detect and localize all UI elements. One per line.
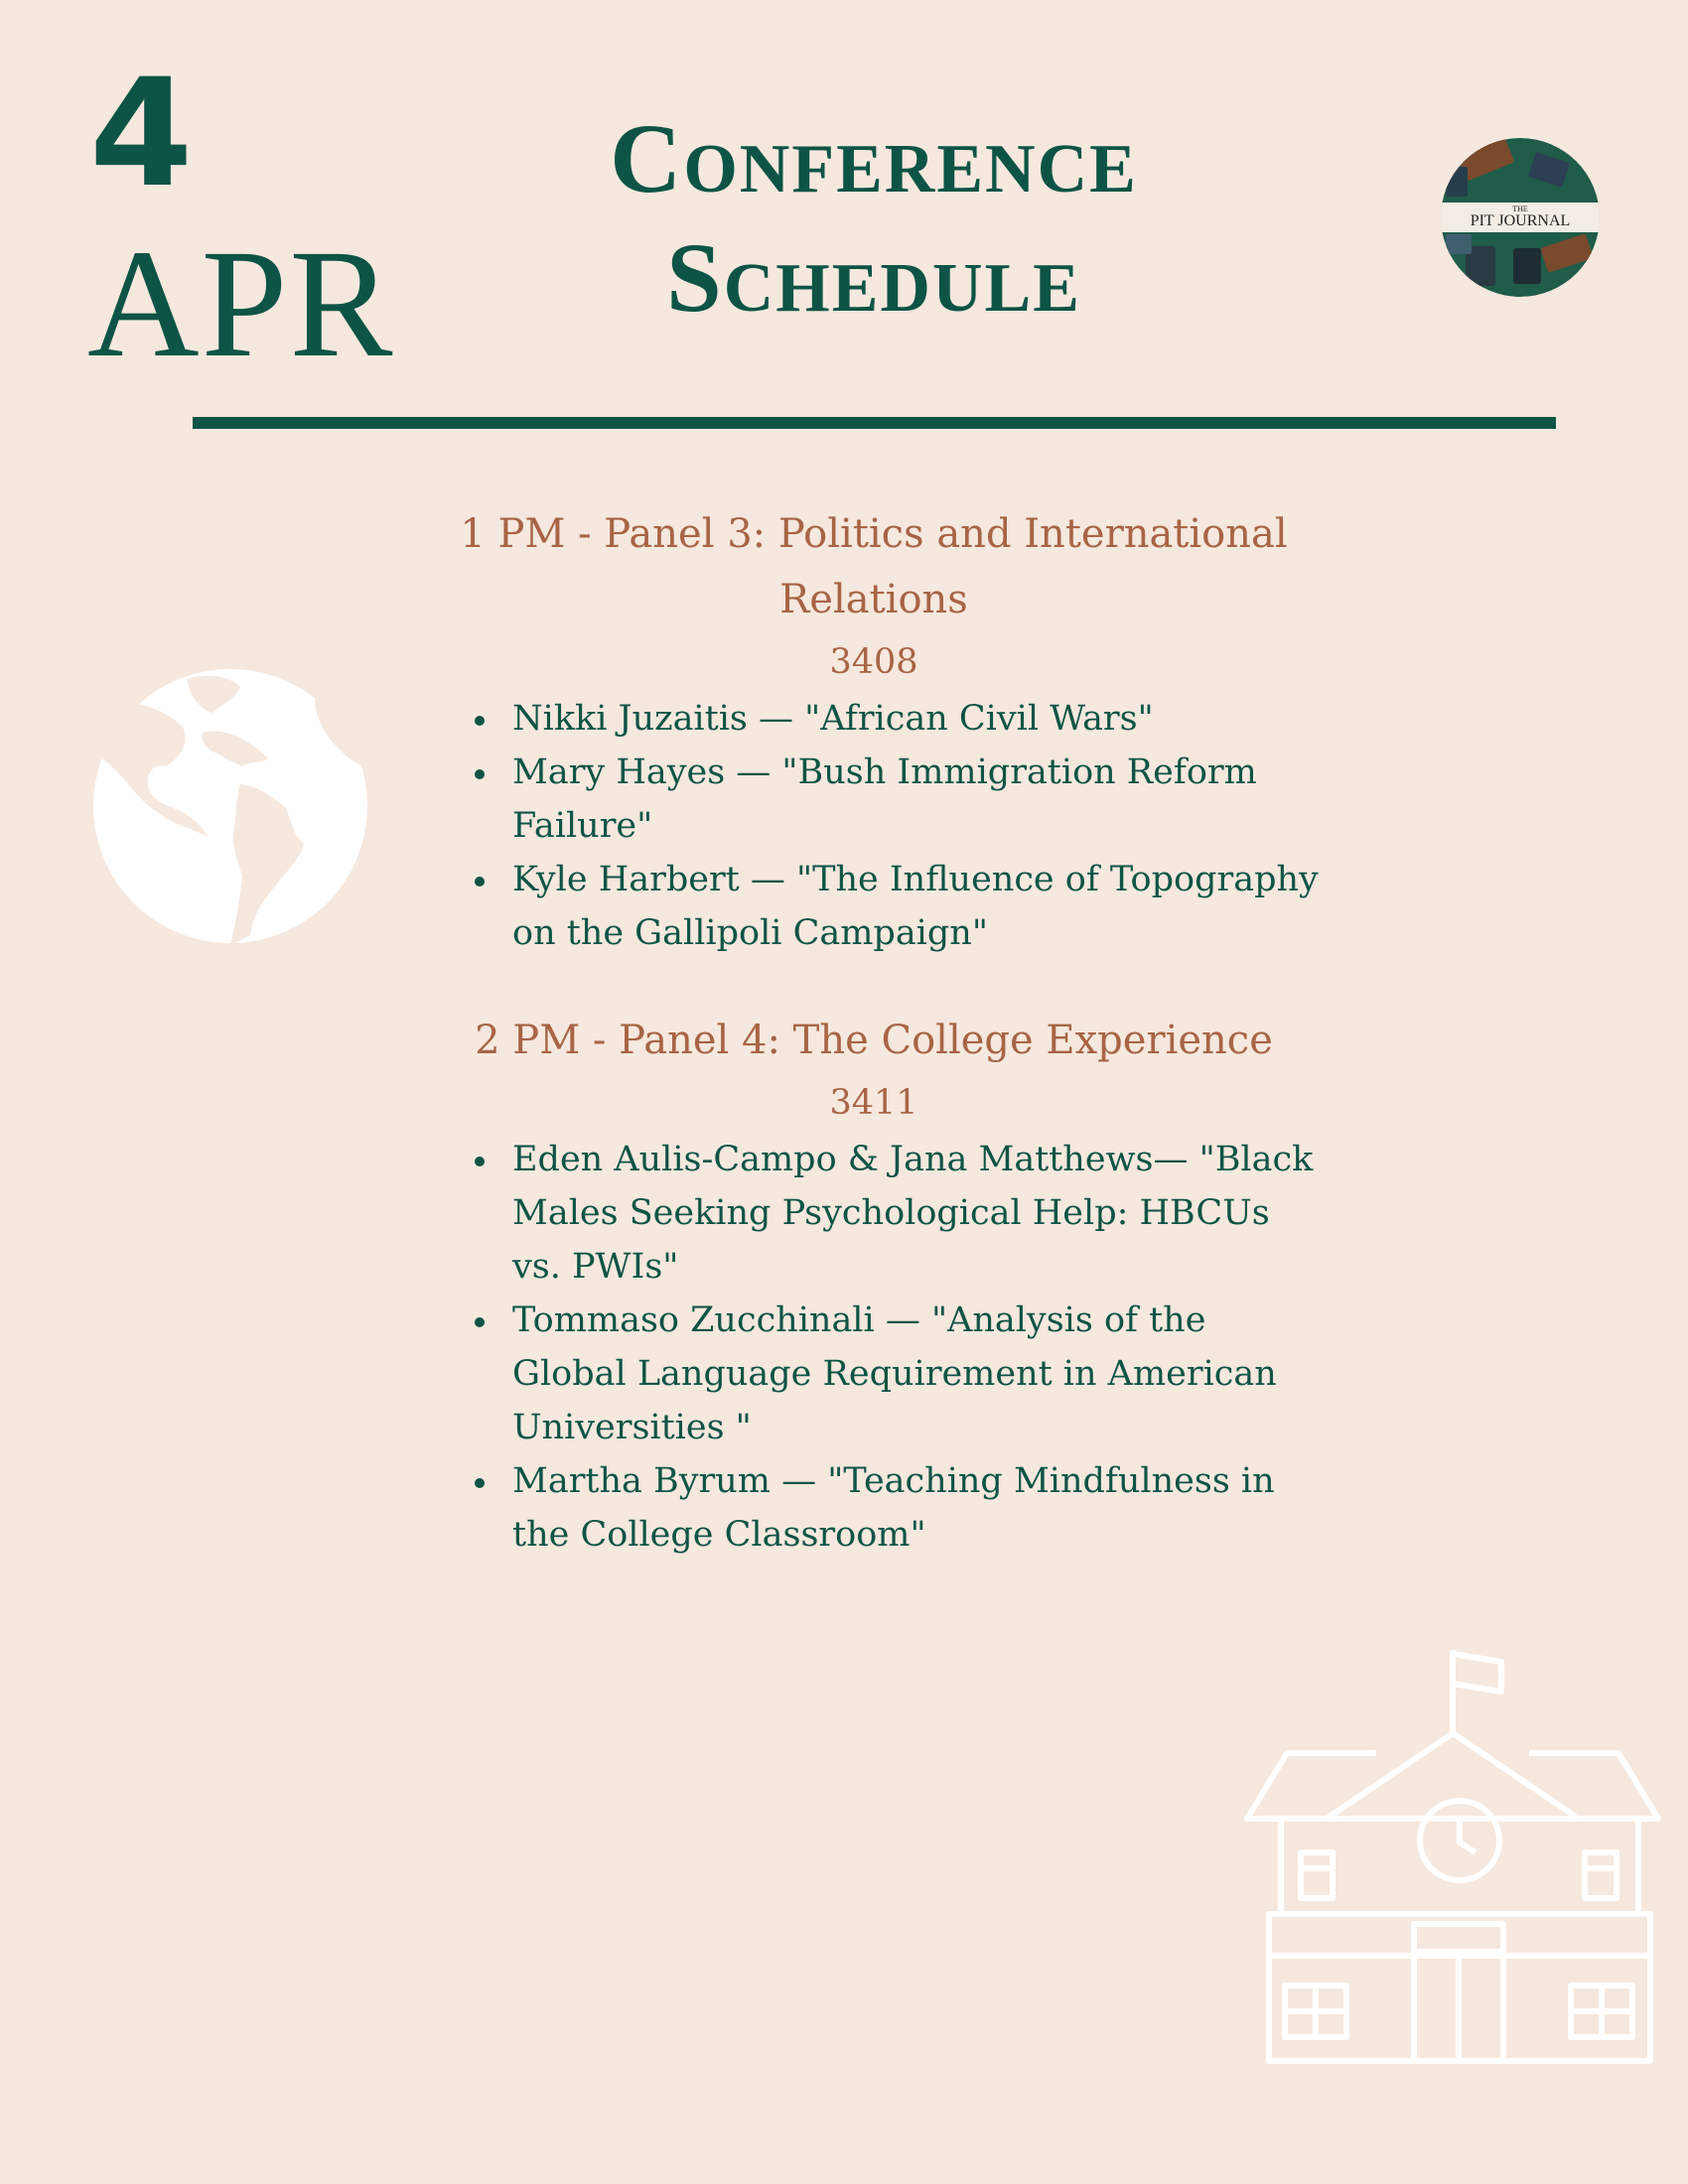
logo-small-text: THE — [1512, 205, 1528, 213]
room-number: 3411 — [829, 1083, 918, 1123]
date-day: 4 — [89, 48, 194, 220]
list-item: Nikki Juzaitis — "African Civil Wars" — [512, 692, 1321, 746]
date-month: APR — [87, 217, 395, 389]
title-line-1: Conference — [610, 103, 1138, 213]
list-item: Tommaso Zucchinali — "Analysis of the Global Language Requirement in American Universities " — [512, 1294, 1321, 1454]
schedule — [427, 501, 1321, 1609]
list-item: Kyle Harbert — "The Influence of Topography on the Gallipoli Campaign" — [512, 853, 1321, 960]
panel-heading: 2 PM - Panel 4: The College Experience — [475, 1018, 1273, 1063]
globe-icon — [91, 667, 369, 945]
room-number: 3408 — [829, 642, 918, 682]
title-line-2: Schedule — [666, 222, 1081, 333]
talk-list — [427, 692, 1321, 960]
logo-name-text: PIT JOURNAL — [1470, 212, 1571, 229]
panel-4 — [427, 1008, 1321, 1562]
panel-3 — [427, 501, 1321, 960]
page-title — [467, 99, 1281, 338]
pit-journal-logo — [1440, 137, 1601, 298]
list-item: Mary Hayes — "Bush Immigration Reform Failure" — [512, 746, 1321, 853]
list-item: Eden Aulis-Campo & Jana Matthews— "Black Males Seeking Psychological Help: HBCUs vs. PWIs" — [512, 1133, 1321, 1294]
header-divider — [193, 417, 1556, 429]
panel-heading: 1 PM - Panel 3: Politics and International Relations — [460, 511, 1288, 622]
school-building-icon — [1241, 1648, 1678, 2065]
talk-list — [427, 1133, 1321, 1562]
list-item: Martha Byrum — "Teaching Mindfulness in the College Classroom" — [512, 1454, 1321, 1562]
